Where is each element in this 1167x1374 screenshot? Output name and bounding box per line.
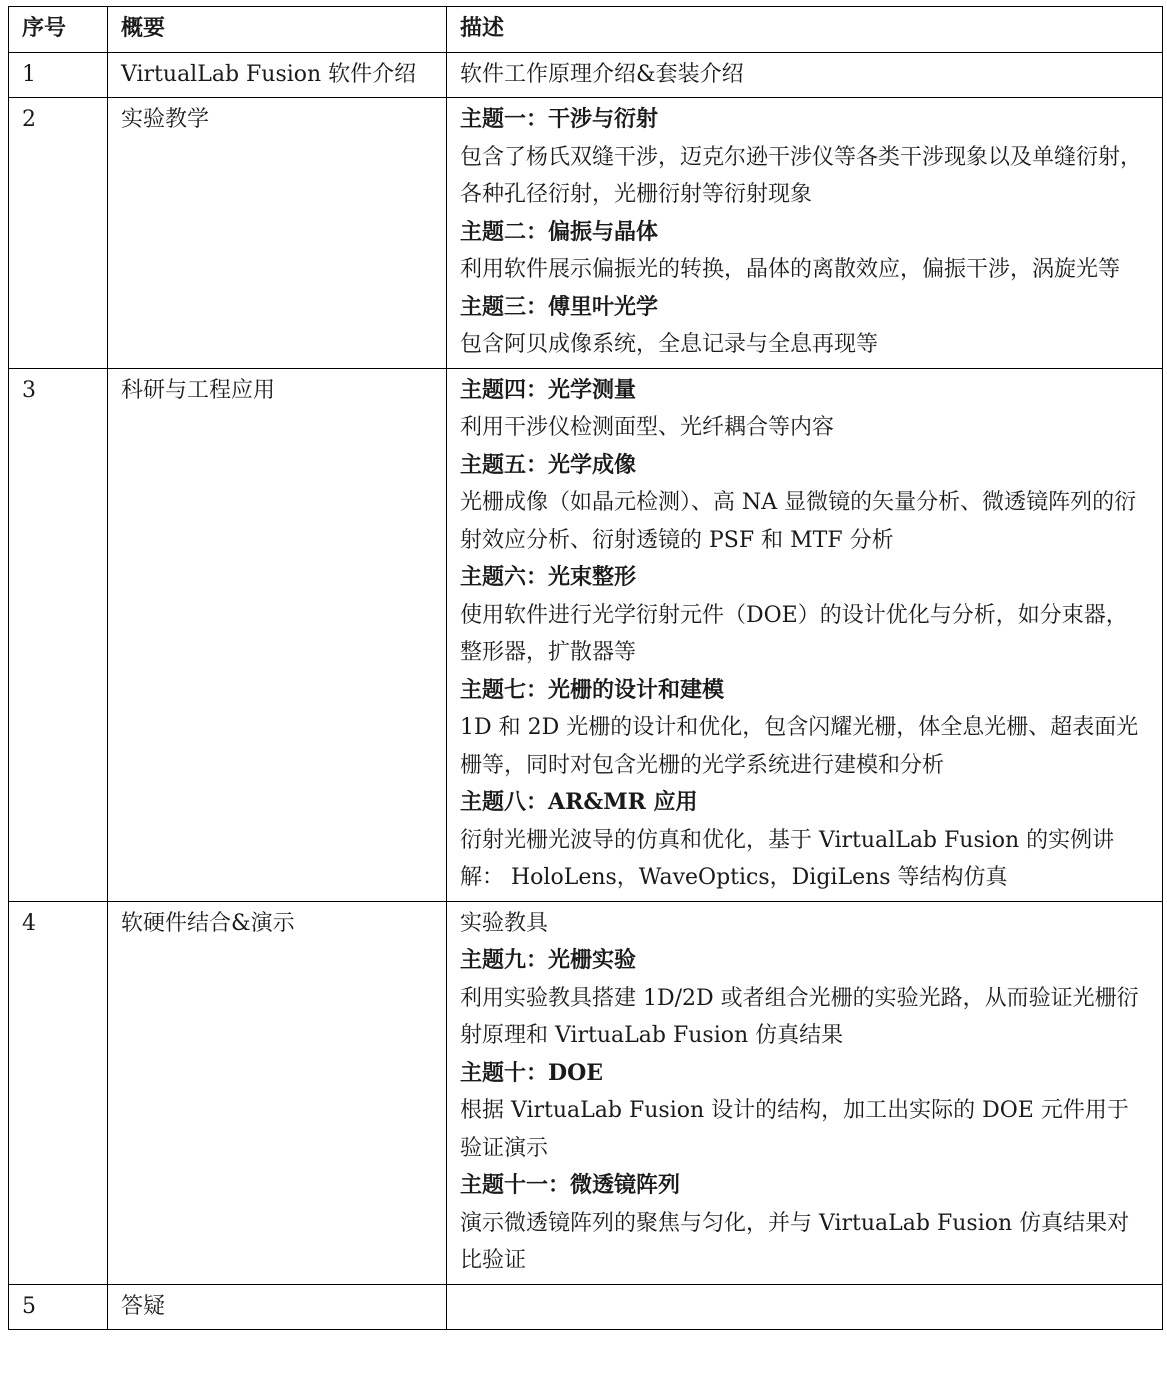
- course-outline-table: [8, 6, 1163, 1330]
- row-summary-cell: VirtualLab Fusion 软件介绍: [108, 52, 447, 98]
- description-text: 包含了杨氏双缝干涉，迈克尔逊干涉仪等各类干涉现象以及单缝衍射，各种孔径衍射，光栅衍射等衍射现象: [460, 144, 1143, 207]
- topic-heading: 主题一：干涉与衍射: [460, 106, 659, 132]
- description-text: 软件工作原理介绍&套装介绍: [460, 61, 744, 87]
- row-index-cell: 4: [9, 901, 108, 1284]
- topic-heading: 主题三：傅里叶光学: [460, 293, 659, 320]
- description-text: 利用干涉仪检测面型、光纤耦合等内容: [460, 415, 835, 440]
- topic-heading: 主题十：DOE: [460, 1059, 604, 1086]
- table-row: [9, 901, 1163, 1284]
- topic-heading: 主题八：AR&MR 应用: [460, 789, 698, 815]
- row-description-cell: [447, 98, 1163, 369]
- row-index-cell: 3: [9, 368, 108, 901]
- description-text: 1D 和 2D 光栅的设计和优化，包含闪耀光栅，体全息光栅、超表面光栅等，同时对包含光栅的光学系统进行建模和分析: [460, 715, 1139, 778]
- topic-heading: 主题十一：微透镜阵列: [460, 1172, 681, 1198]
- description-text: 利用实验教具搭建 1D/2D 或者组合光栅的实验光路，从而验证光栅衍射原理和 VirtuaLab Fusion 仿真结果: [460, 985, 1139, 1048]
- header-index: 序号: [9, 7, 108, 53]
- description-text: 使用软件进行光学衍射元件（DOE）的设计优化与分析，如分束器，整形器，扩散器等: [460, 602, 1128, 665]
- row-index-cell: 5: [9, 1284, 108, 1330]
- row-description-cell: [447, 901, 1163, 1284]
- row-summary-cell: 答疑: [108, 1284, 447, 1330]
- description-text: 根据 VirtuaLab Fusion 设计的结构，加工出实际的 DOE 元件用于验证演示: [460, 1098, 1129, 1161]
- row-summary-cell: 软硬件结合&演示: [108, 901, 447, 1284]
- table-header-row: [9, 7, 1163, 53]
- header-summary: 概要: [108, 7, 447, 53]
- topic-heading: 主题六：光束整形: [460, 564, 637, 590]
- header-description: 描述: [447, 7, 1163, 53]
- topic-heading: 主题二：偏振与晶体: [460, 218, 659, 245]
- description-text: 包含阿贝成像系统，全息记录与全息再现等: [460, 332, 879, 357]
- table-row: [9, 368, 1163, 901]
- table-row: [9, 98, 1163, 369]
- description-text: 实验教具: [460, 910, 549, 936]
- topic-heading: 主题七：光栅的设计和建模: [460, 676, 725, 703]
- description-text: 演示微透镜阵列的聚焦与匀化，并与 VirtuaLab Fusion 仿真结果对比验证: [460, 1210, 1130, 1273]
- description-text: 利用软件展示偏振光的转换，晶体的离散效应，偏振干涉，涡旋光等: [460, 257, 1121, 282]
- description-text: 光栅成像（如晶元检测）、高 NA 显微镜的矢量分析、微透镜阵列的衍射效应分析、衍射透镜的 PSF 和 MTF 分析: [460, 490, 1137, 553]
- row-description-cell: [447, 52, 1163, 98]
- table-body: [9, 52, 1163, 1330]
- row-summary-cell: 实验教学: [108, 98, 447, 369]
- row-description-cell: [447, 368, 1163, 901]
- topic-heading: 主题五：光学成像: [460, 451, 637, 478]
- table-row: [9, 52, 1163, 98]
- row-summary-cell: 科研与工程应用: [108, 368, 447, 901]
- row-index-cell: 2: [9, 98, 108, 369]
- description-text: 衍射光栅光波导的仿真和优化，基于 VirtualLab Fusion 的实例讲解： HoloLens，WaveOptics，DigiLens 等结构仿真: [460, 827, 1115, 890]
- row-index-cell: 1: [9, 52, 108, 98]
- table-row: [9, 1284, 1163, 1330]
- row-description-cell: [447, 1284, 1163, 1330]
- topic-heading: 主题四：光学测量: [460, 376, 637, 403]
- topic-heading: 主题九：光栅实验: [460, 947, 637, 973]
